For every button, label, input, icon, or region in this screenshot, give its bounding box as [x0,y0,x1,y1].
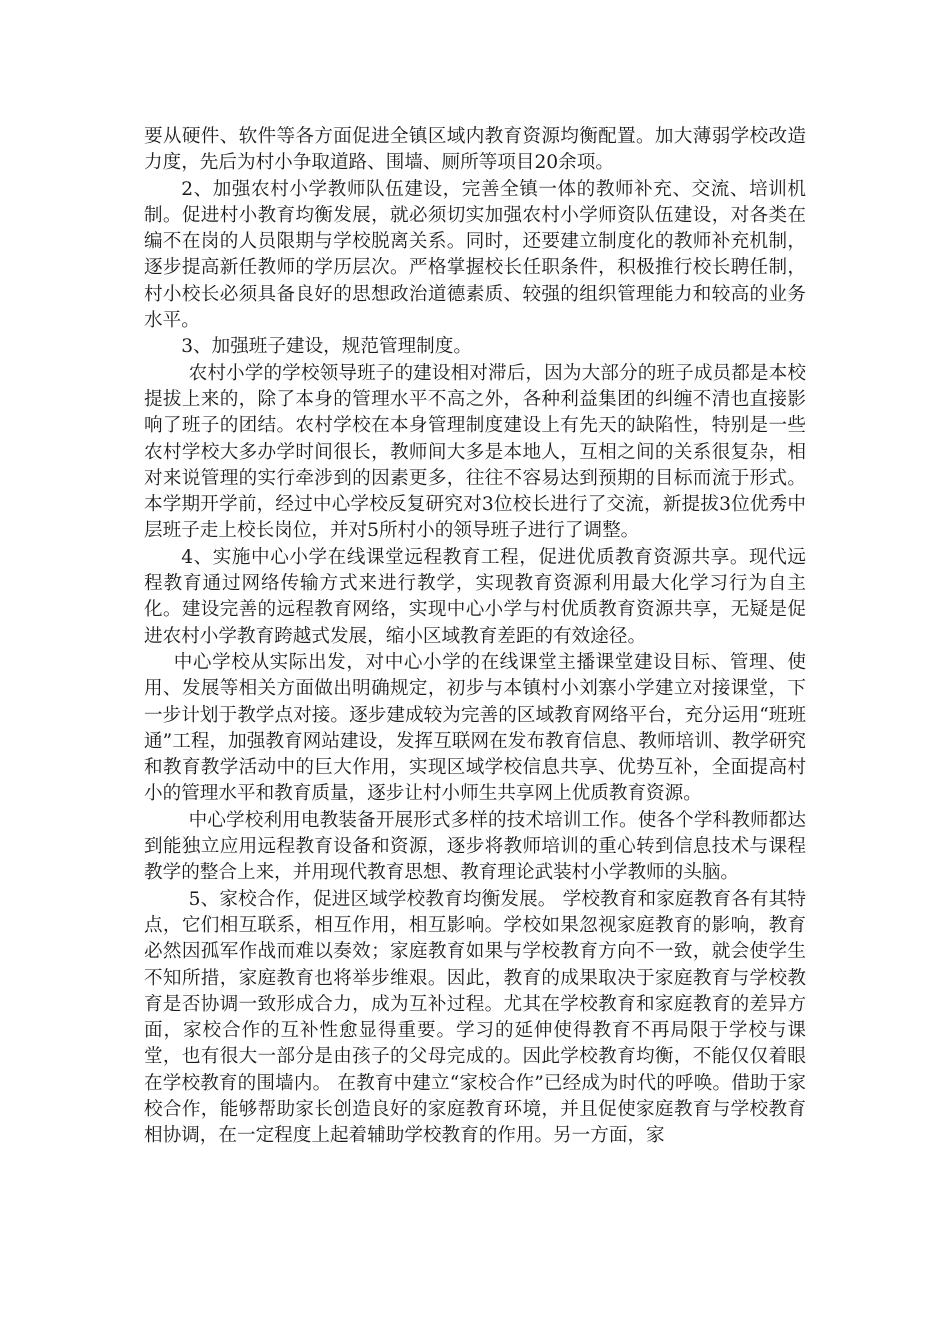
paragraph-technical-training: 中心学校利用电教装备开展形式多样的技术培训工作。使各个学科教师都达到能独立应用远程教育设备和资源，逐步将教师培训的重心转到信息技术与课程教学的整合上来，并用现代教育思想、教育理论武装村小学教师的头脑。 [144,809,806,884]
paragraph-leadership-body: 农村小学的学校领导班子的建设相对滞后，因为大部分的班子成员都是本校提拔上来的，除了本身的管理水平不高之外，各种利益集团的纠缠不清也直接影响了班子的团结。农村学校在本身管理制度建设上有先天的缺陷性，特别是一些农村学校大多办学时间很长，教师间大多是本地人，互相之间的关系很复杂，相对来说管理的实行牵涉到的因素更多，往往不容易达到预期的目标而流于形式。本学期开学前，经过中心学校反复研究对3位校长进行了交流，新提拔3位优秀中层班子走上校长岗位，并对5所村小的领导班子进行了调整。 [144,362,806,542]
paragraph-leadership-heading: 3、加强班子建设，规范管理制度。 [181,336,472,358]
document-page [144,124,806,1150]
paragraph-home-school-cooperation: 5、家校合作，促进区域学校教育均衡发展。 学校教育和家庭教育各有其特点，它们相互联系，相互作用，相互影响。学校如果忽视家庭教育的影响，教育必然因孤军作战而难以奏效；家庭教育如果与学校教育方向不一致，就会使学生不知所措，家庭教育也将举步维艰。因此，教育的成果取决于家庭教育与学校教育是否协调一致形成合力，成为互补过程。尤其在学校教育和家庭教育的差异方面，家校合作的互补性愈显得重要。学习的延伸使得教育不再局限于学校与课堂，也有很大一部分是由孩子的父母完成的。因此学校教育均衡，不能仅仅着眼在学校教育的围墙内。 在教育中建立“家校合作”已经成为时代的呼唤。借助于家校合作，能够帮助家长创造良好的家庭教育环境，并且促使家庭教育与学校教育相协调，在一定程度上起着辅助学校教育的作用。另一方面，家 [144,888,806,1147]
paragraph-center-school-network: 中心学校从实际出发，对中心小学的在线课堂主播课堂建设目标、管理、使用、发展等相关方面做出明确规定，初步与本镇村小刘寨小学建立对接课堂，下一步计划于教学点对接。逐步建成较为完善的区域教育网络平台，充分运用“班班通”工程，加强教育网站建设，发挥互联网在发布教育信息、教师培训、教学研究和教育教学活动中的巨大作用，实现区域学校信息共享、优势互补，全面提高村小的管理水平和教育质量，逐步让村小师生共享网上优质教育资源。 [144,651,806,805]
paragraph-online-classroom: 4、实施中心小学在线课堂远程教育工程，促进优质教育资源共享。现代远程教育通过网络传输方式来进行教学，实现教育资源利用最大化学习行为自主化。建设完善的远程教育网络，实现中心小学与村优质教育资源共享，无疑是促进农村小学教育跨越式发展，缩小区域教育差距的有效途径。 [144,546,806,647]
paragraph-resource-allocation: 要从硬件、软件等各方面促进全镇区域内教育资源均衡配置。加大薄弱学校改造力度，先后为村小争取道路、围墙、厕所等项目20余项。 [144,126,806,174]
paragraph-teacher-team: 2、加强农村小学教师队伍建设，完善全镇一体的教师补充、交流、培训机制。促进村小教育均衡发展，就必须切实加强农村小学师资队伍建设，对各类在编不在岗的人员限期与学校脱离关系。同时，还要建立制度化的教师补充机制，逐步提高新任教师的学历层次。严格掌握校长任职条件，积极推行校长聘任制，村小校长必须具备良好的思想政治道德素质、较强的组织管理能力和较高的业务水平。 [144,178,806,332]
